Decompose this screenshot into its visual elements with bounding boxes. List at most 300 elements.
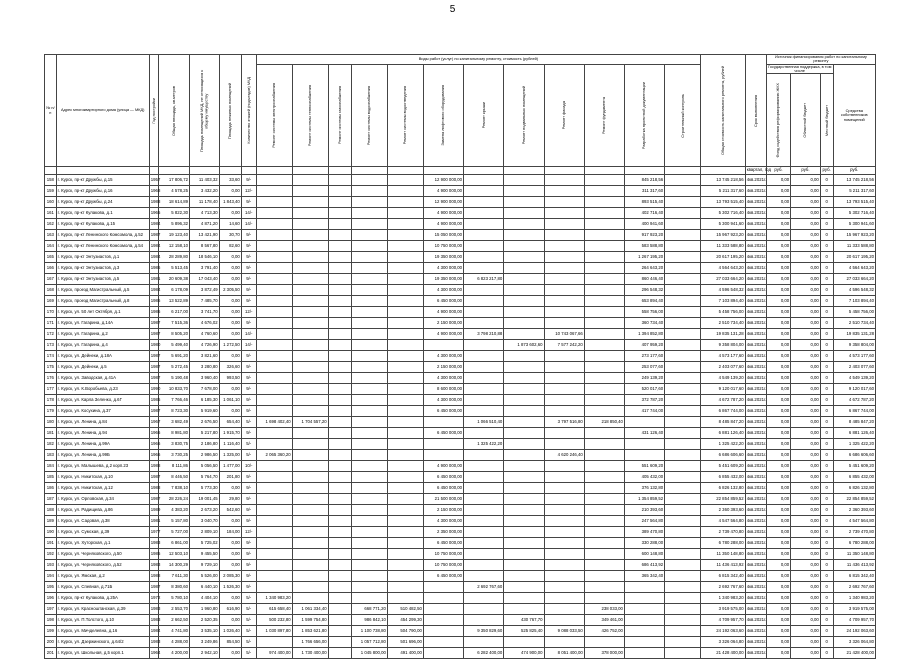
cell-work-cost [256,307,292,318]
cell-work-cost [256,340,292,351]
cell-area-nonresidential: 0,00 [219,549,241,560]
table-row [45,329,876,340]
cell-work-cost [292,461,328,472]
cell-work-cost [256,373,292,384]
cell-work-cost: 653 894,40 [624,296,664,307]
cell-work-cost: 249 139,20 [624,373,664,384]
cell-total-cost: 1 325 422,20 [701,439,745,450]
cell-period: 4кв.2021г. [745,637,766,648]
cell-num: 185 [45,472,57,483]
cell-floors: 9/- [241,560,256,571]
cell-fund-federal: 0,00 [766,362,790,373]
cell-work-cost [544,593,584,604]
cell-owners: 4 549 139,20 [833,373,876,384]
cell-year: 1987 [149,494,159,505]
cell-work-cost [665,450,701,461]
cell-owners: 4 573 177,60 [833,351,876,362]
cell-total-cost: 4 549 139,20 [701,373,745,384]
cell-floors: 9/- [241,516,256,527]
cell-area-residential: 3 280,80 [189,362,219,373]
cell-work-cost [584,516,624,527]
cell-work-cost [665,428,701,439]
cell-area-residential: 6 440,10 [189,582,219,593]
header-works-group: Виды работ (услуг) по капитальному ремонту, стоимость (рублей) [256,55,701,65]
cell-period: 4кв.2021г. [745,648,766,659]
cell-year: 1977 [149,527,159,538]
cell-floors: 9/- [241,428,256,439]
cell-year: 1988 [149,461,159,472]
cell-work-cost: 500 232,80 [256,615,292,626]
cell-work-cost: 6 823 217,80 [464,274,504,285]
cell-address: г. Курск, проезд Магистральный, д.5 [56,285,149,296]
cell-regional: 0,00 [791,450,821,461]
cell-area-residential: 3 791,40 [189,263,219,274]
cell-work-cost: 6 450 000,00 [423,571,463,582]
cell-address: г. Курск, ул. Дейнеки, д.5 [56,362,149,373]
cell-regional: 0,00 [791,274,821,285]
cell-year: 1983 [149,615,159,626]
cell-work-cost [387,593,423,604]
cell-period: 4кв.2021г. [745,186,766,197]
cell-work-cost [423,648,463,659]
header-total-cost: Общая стоимость капитального ремонта, рублей [719,66,725,156]
table-row [45,626,876,637]
cell-total-cost: 3 919 575,00 [701,604,745,615]
cell-work-cost [665,549,701,560]
cell-area-residential: 3 040,70 [189,516,219,527]
cell-total-area: 2 553,70 [159,604,190,615]
cell-num: 186 [45,483,57,494]
table-row [45,637,876,648]
cell-total-area: 12 503,10 [159,549,190,560]
cell-work-cost: 431 126,40 [624,428,664,439]
cell-total-cost: 5 302 716,40 [701,208,745,219]
cell-work-cost [464,340,504,351]
cell-year: 1957 [149,175,159,186]
cell-work-cost [624,593,664,604]
cell-work-cost [387,318,423,329]
cell-area-residential: 17 043,40 [189,274,219,285]
cell-work-cost [328,527,351,538]
cell-work-cost: 6 450 000,00 [423,406,463,417]
cell-work-cost [292,571,328,582]
cell-work-cost [584,340,624,351]
cell-address: г. Курск, ул. Гагарина, д.4 [56,340,149,351]
cell-work-cost [544,219,584,230]
cell-total-cost: 6 815 342,40 [701,571,745,582]
header-area-nonresidential: Площадь нежилых помещений [227,82,233,139]
cell-local: 0 [820,219,833,230]
cell-work-cost [544,318,584,329]
cell-fund-federal: 0,00 [766,648,790,659]
cell-year: 1985 [149,395,159,406]
cell-work-cost: 520 017,60 [624,384,664,395]
header-work-sewage: Ремонт системы водоотведения [402,86,408,145]
cell-year: 1987 [149,351,159,362]
cell-work-cost [328,329,351,340]
cell-work-cost [351,208,387,219]
cell-work-cost [584,637,624,648]
cell-work-cost [544,252,584,263]
cell-work-cost: 1 045 800,00 [351,648,387,659]
cell-work-cost: 525 825,40 [504,626,544,637]
cell-work-cost [665,582,701,593]
cell-work-cost [351,549,387,560]
cell-floors: 5/- [241,593,256,604]
cell-work-cost [351,329,387,340]
cell-work-cost [387,450,423,461]
cell-floors: 5/- [241,439,256,450]
cell-work-cost [624,604,664,615]
cell-area-nonresidential: 14,60 [219,219,241,230]
cell-area-residential: 5 764,70 [189,472,219,483]
cell-work-cost [584,549,624,560]
cell-fund-federal: 0,00 [766,615,790,626]
cell-regional: 0,00 [791,560,821,571]
cell-work-cost [387,428,423,439]
cell-floors: 5/- [241,450,256,461]
cell-work-cost [665,417,701,428]
cell-work-cost: 1 057 712,80 [351,637,387,648]
cell-work-cost [423,637,463,648]
cell-year: 1987 [149,230,159,241]
cell-total-area: 6 217,00 [159,307,190,318]
cell-work-cost: 3 798 210,88 [464,329,504,340]
cell-year: 1966 [149,439,159,450]
cell-work-cost [387,230,423,241]
cell-area-residential: 2 673,20 [189,505,219,516]
cell-work-cost [256,296,292,307]
cell-work-cost [504,604,544,615]
cell-work-cost [544,527,584,538]
cell-work-cost [584,472,624,483]
cell-work-cost [328,560,351,571]
cell-area-nonresidential: 29,80 [219,494,241,505]
cell-area-residential: 2 809,10 [189,527,219,538]
cell-area-nonresidential: 326,60 [219,362,241,373]
cell-total-cost: 27 033 664,20 [701,274,745,285]
cell-regional: 0,00 [791,472,821,483]
cell-owners: 22 854 859,52 [833,494,876,505]
cell-period: 4кв.2021г. [745,571,766,582]
cell-period: 4кв.2021г. [745,384,766,395]
header-num: № п/п [45,55,57,167]
cell-work-cost [351,428,387,439]
cell-floors: 9/- [241,483,256,494]
cell-floors: 12/- [241,527,256,538]
cell-work-cost [584,505,624,516]
cell-work-cost [387,549,423,560]
cell-num: 175 [45,362,57,373]
cell-area-nonresidential: 1 272,50 [219,340,241,351]
cell-work-cost: 19 350 000,00 [423,252,463,263]
cell-area-residential: 4 726,90 [189,340,219,351]
cell-area-nonresidential: 1 843,40 [219,197,241,208]
cell-work-cost [665,593,701,604]
cell-total-cost: 6 686 606,60 [701,450,745,461]
cell-work-cost [387,307,423,318]
cell-work-cost [351,186,387,197]
cell-work-cost [504,230,544,241]
header-work-heating: Ремонт системы теплоснабжения [306,84,312,146]
cell-local: 0 [820,516,833,527]
cell-work-cost [544,197,584,208]
cell-work-cost [292,516,328,527]
cell-work-cost [584,384,624,395]
cell-fund-federal: 0,00 [766,197,790,208]
cell-work-cost [464,252,504,263]
table-row [45,494,876,505]
cell-regional: 0,00 [791,186,821,197]
cell-work-cost [584,494,624,505]
header-local-budget: Местный бюджет [823,104,829,136]
cell-work-cost [351,197,387,208]
cell-work-cost: 8 051 400,00 [544,648,584,659]
cell-work-cost [464,241,504,252]
table-row [45,582,876,593]
cell-year: 1988 [149,571,159,582]
cell-fund-federal: 0,00 [766,285,790,296]
header-work-elevator: Замена лифтового оборудования [440,85,446,146]
cell-work-cost [328,263,351,274]
cell-num: 183 [45,450,57,461]
cell-owners: 11 350 148,80 [833,549,876,560]
cell-address: г. Курск, пр-кт Дружбы, д.15 [56,175,149,186]
cell-work-cost [464,362,504,373]
unit-period: квартал, год [745,167,766,175]
cell-floors: 5/- [241,604,256,615]
cell-total-cost: 11 436 413,92 [701,560,745,571]
cell-num: 195 [45,582,57,593]
cell-work-cost: 1 325 422,20 [464,439,504,450]
cell-work-cost: 551 609,20 [624,461,664,472]
cell-num: 172 [45,329,57,340]
cell-work-cost [584,230,624,241]
cell-work-cost [328,175,351,186]
cell-fund-federal: 0,00 [766,439,790,450]
cell-area-residential: 7 678,00 [189,384,219,395]
cell-work-cost [665,626,701,637]
cell-year: 1984 [149,285,159,296]
cell-work-cost [504,307,544,318]
cell-fund-federal: 0,00 [766,527,790,538]
cell-work-cost: 4 900 000,00 [423,307,463,318]
cell-work-cost [423,626,463,637]
cell-fund-federal: 0,00 [766,241,790,252]
cell-work-cost [504,285,544,296]
cell-work-cost [256,197,292,208]
cell-address: г. Курск, ул. Гагарина, д.14А [56,318,149,329]
cell-num: 178 [45,395,57,406]
cell-address: г. Курск, ул. П.Толстого, д.10 [56,615,149,626]
cell-work-cost [504,483,544,494]
cell-address: г. Курск, ул. К.Воробьева, д.23 [56,384,149,395]
cell-year: 1983 [149,637,159,648]
cell-work-cost: 400 941,60 [624,219,664,230]
cell-work-cost [351,318,387,329]
cell-local: 0 [820,406,833,417]
cell-work-cost: 668 771,20 [351,604,387,615]
cell-work-cost [544,406,584,417]
cell-work-cost [351,527,387,538]
cell-work-cost [423,439,463,450]
cell-work-cost: 583 588,80 [624,241,664,252]
cell-owners: 7 103 894,40 [833,296,876,307]
cell-work-cost [624,450,664,461]
cell-local: 0 [820,439,833,450]
cell-area-residential: 3 432,20 [189,186,219,197]
cell-address: г. Курск, ул. Сумская, д.39 [56,527,149,538]
cell-regional: 0,00 [791,175,821,186]
cell-area-residential: 8 567,80 [189,241,219,252]
cell-owners: 20 617 195,20 [833,252,876,263]
cell-work-cost [292,197,328,208]
cell-year: 1988 [149,483,159,494]
cell-area-nonresidential: 0,00 [219,384,241,395]
cell-work-cost: 378 000,00 [584,648,624,659]
cell-work-cost: 1 599 754,80 [292,615,328,626]
cell-total-cost: 2 739 470,80 [701,527,745,538]
cell-work-cost [256,582,292,593]
cell-work-cost [544,505,584,516]
cell-address: г. Курск, ул. Никитская, д.12 [56,483,149,494]
cell-area-nonresidential: 0,00 [219,560,241,571]
cell-area-nonresidential: 0,00 [219,318,241,329]
capital-repair-table-sheet [44,54,876,659]
cell-owners: 6 867 744,00 [833,406,876,417]
cell-area-nonresidential: 1 116,40 [219,439,241,450]
cell-owners: 11 333 588,80 [833,241,876,252]
cell-owners: 4 709 957,70 [833,615,876,626]
table-row [45,252,876,263]
cell-work-cost [504,186,544,197]
cell-address: г. Курск, ул. Никитская, д.10 [56,472,149,483]
cell-work-cost [292,362,328,373]
header-work-foundation: Ремонт фундамента [601,96,607,134]
cell-local: 0 [820,538,833,549]
cell-work-cost [328,494,351,505]
cell-work-cost [256,637,292,648]
cell-year: 1990 [149,384,159,395]
cell-fund-federal: 0,00 [766,417,790,428]
cell-area-residential: 4 871,20 [189,219,219,230]
cell-work-cost [351,230,387,241]
cell-period: 4кв.2021г. [745,340,766,351]
cell-address: г. Курск, ул. Ленина, д.99Б [56,450,149,461]
cell-owners: 4 596 548,32 [833,285,876,296]
cell-work-cost [544,263,584,274]
cell-work-cost [504,373,544,384]
cell-total-cost: 8 485 847,20 [701,417,745,428]
cell-work-cost [504,219,544,230]
cell-work-cost [464,560,504,571]
cell-work-cost: 12 900 000,00 [423,175,463,186]
cell-area-nonresidential: 654,40 [219,417,241,428]
cell-work-cost [464,175,504,186]
cell-work-cost [328,428,351,439]
cell-work-cost [423,593,463,604]
cell-period: 4кв.2021г. [745,373,766,384]
cell-fund-federal: 0,00 [766,593,790,604]
cell-total-cost: 6 826 132,80 [701,483,745,494]
cell-num: 198 [45,615,57,626]
cell-floors: 14/- [241,329,256,340]
cell-floors: 9/- [241,472,256,483]
cell-work-cost [292,582,328,593]
cell-work-cost: 264 643,20 [624,263,664,274]
cell-work-cost [464,373,504,384]
cell-work-cost [328,417,351,428]
cell-work-cost [292,219,328,230]
cell-work-cost [423,582,463,593]
cell-year: 1983 [149,538,159,549]
cell-area-residential: 2 186,80 [189,439,219,450]
cell-area-residential: 3 535,10 [189,626,219,637]
cell-work-cost [328,197,351,208]
cell-work-cost [464,571,504,582]
cell-fund-federal: 0,00 [766,637,790,648]
cell-regional: 0,00 [791,285,821,296]
cell-work-cost [351,362,387,373]
cell-work-cost [292,329,328,340]
cell-period: 4кв.2021г. [745,593,766,604]
table-row [45,615,876,626]
cell-address: г. Курск, ул. Садовая, д.38 [56,516,149,527]
cell-work-cost [328,450,351,461]
table-row [45,417,876,428]
table-row [45,472,876,483]
cell-address: г. Курск, ул. Дзержинского, д.64/2 [56,637,149,648]
cell-work-cost [665,362,701,373]
cell-work-cost: 1 704 557,20 [292,417,328,428]
cell-work-cost [665,505,701,516]
cell-work-cost [387,472,423,483]
cell-owners: 9 358 804,00 [833,340,876,351]
cell-regional: 0,00 [791,241,821,252]
cell-address: г. Курск, ул. 50 лет Октября, д.1 [56,307,149,318]
cell-work-cost [665,307,701,318]
cell-owners: 5 211 317,60 [833,186,876,197]
cell-work-cost [544,439,584,450]
cell-period: 4кв.2021г. [745,219,766,230]
cell-work-cost [504,593,544,604]
cell-work-cost [624,417,664,428]
cell-work-cost: 253 077,60 [624,362,664,373]
cell-area-residential: 5 526,00 [189,571,219,582]
header-work-roof: Ремонт крыши [480,102,486,129]
cell-period: 4кв.2021г. [745,483,766,494]
cell-owners: 6 815 342,40 [833,571,876,582]
cell-total-cost: 4 547 564,80 [701,516,745,527]
cell-year: 1966 [149,428,159,439]
cell-work-cost: 376 132,80 [624,483,664,494]
cell-area-nonresidential: 1 061,10 [219,395,241,406]
cell-regional: 0,00 [791,538,821,549]
cell-area-nonresidential: 0,00 [219,406,241,417]
cell-work-cost [351,582,387,593]
cell-fund-federal: 0,00 [766,461,790,472]
cell-year: 1965 [149,208,159,219]
cell-work-cost [328,274,351,285]
cell-work-cost [292,230,328,241]
cell-work-cost [351,373,387,384]
cell-work-cost [256,571,292,582]
cell-area-nonresidential: 0,00 [219,516,241,527]
cell-work-cost: 218 850,40 [584,417,624,428]
cell-total-area: 5 780,10 [159,593,190,604]
cell-num: 181 [45,428,57,439]
cell-work-cost [504,582,544,593]
